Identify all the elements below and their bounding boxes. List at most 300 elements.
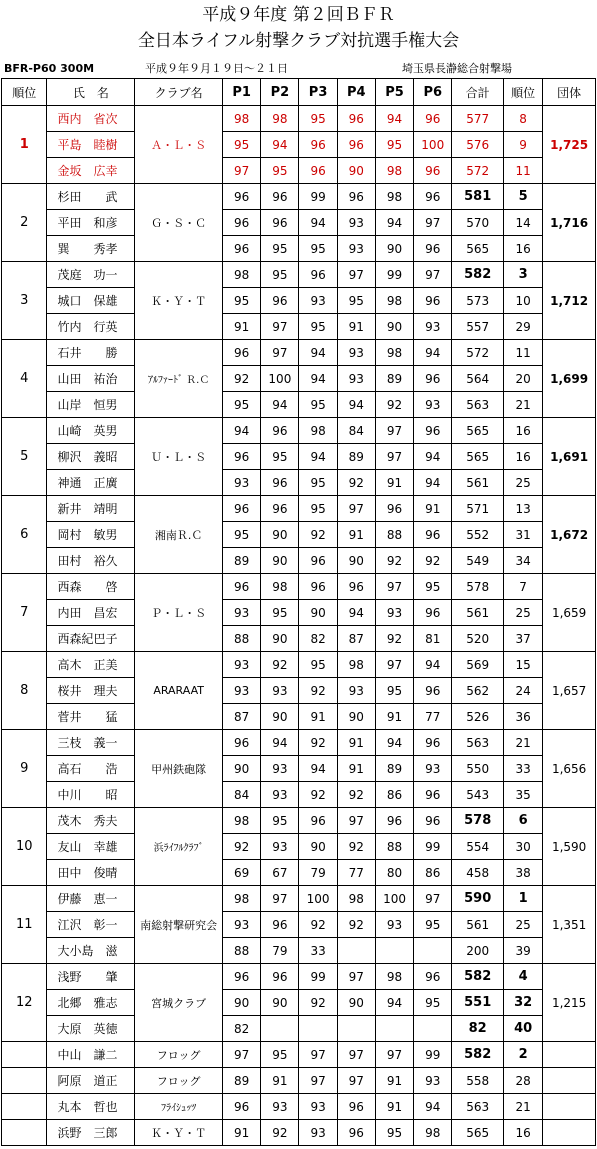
shooter-name-cell: 新井 靖明 — [47, 496, 135, 522]
club-name-cell: Ｇ・Ｓ・Ｃ — [135, 184, 223, 262]
series-score-cell: 94 — [414, 1094, 452, 1120]
series-score-cell: 96 — [223, 964, 261, 990]
team-rank-cell: 11 — [2, 886, 47, 964]
table-row — [2, 912, 596, 938]
shooter-name-cell: 神通 正廣 — [47, 470, 135, 496]
shooter-name-cell: 西内 省次 — [47, 106, 135, 132]
series-score-cell: 93 — [375, 912, 413, 938]
club-name-cell: Ａ・Ｌ・Ｓ — [135, 106, 223, 184]
team-rank-cell: 12 — [2, 964, 47, 1042]
series-score-cell: 89 — [375, 366, 413, 392]
series-score-cell: 100 — [299, 886, 337, 912]
individual-rank-cell: 34 — [504, 548, 543, 574]
series-score-cell: 91 — [414, 496, 452, 522]
individual-rank-cell: 32 — [504, 990, 543, 1016]
series-score-cell: 96 — [337, 184, 375, 210]
total-score-cell: 551 — [452, 990, 504, 1016]
individual-rank-cell: 20 — [504, 366, 543, 392]
total-score-cell: 458 — [452, 860, 504, 886]
table-row — [2, 938, 596, 964]
series-score-cell: 94 — [261, 392, 299, 418]
club-name-cell: ｱﾙﾌｧｰﾄﾞ Ｒ.Ｃ — [135, 340, 223, 418]
total-score-cell: 581 — [452, 184, 504, 210]
series-score-cell: 93 — [414, 756, 452, 782]
series-score-cell: 90 — [223, 990, 261, 1016]
series-score-cell: 94 — [299, 210, 337, 236]
club-name-cell: フロッグ — [135, 1042, 223, 1068]
series-score-cell: 94 — [337, 392, 375, 418]
series-score-cell: 81 — [414, 626, 452, 652]
series-score-cell: 92 — [299, 730, 337, 756]
shooter-name-cell: 西森 啓 — [47, 574, 135, 600]
series-score-cell: 88 — [223, 938, 261, 964]
individual-rank-cell: 28 — [504, 1068, 543, 1094]
series-score-cell: 97 — [299, 1068, 337, 1094]
series-score-cell: 93 — [261, 678, 299, 704]
series-score-cell — [414, 938, 452, 964]
table-row — [2, 106, 596, 132]
series-score-cell: 89 — [223, 1068, 261, 1094]
series-score-cell: 97 — [337, 964, 375, 990]
series-score-cell: 96 — [375, 808, 413, 834]
total-score-cell: 543 — [452, 782, 504, 808]
series-score-cell: 93 — [299, 1120, 337, 1146]
series-score-cell: 93 — [261, 834, 299, 860]
individual-rank-cell: 3 — [504, 262, 543, 288]
table-row — [2, 366, 596, 392]
series-score-cell: 88 — [375, 834, 413, 860]
series-score-cell: 96 — [337, 1120, 375, 1146]
team-rank-cell: 6 — [2, 496, 47, 574]
individual-rank-cell: 15 — [504, 652, 543, 678]
total-score-cell: 565 — [452, 418, 504, 444]
total-score-cell: 590 — [452, 886, 504, 912]
shooter-name-cell: 三枝 義一 — [47, 730, 135, 756]
series-score-cell: 100 — [414, 132, 452, 158]
series-score-cell: 99 — [414, 1042, 452, 1068]
series-score-cell: 96 — [223, 496, 261, 522]
total-score-cell: 552 — [452, 522, 504, 548]
total-score-cell: 572 — [452, 158, 504, 184]
team-rank-cell: 10 — [2, 808, 47, 886]
table-row — [2, 522, 596, 548]
team-total-cell: 1,656 — [543, 730, 596, 808]
team-rank-cell: 8 — [2, 652, 47, 730]
total-score-cell: 558 — [452, 1068, 504, 1094]
individual-rank-cell: 6 — [504, 808, 543, 834]
series-score-cell: 94 — [375, 210, 413, 236]
shooter-name-cell: 大小島 滋 — [47, 938, 135, 964]
series-score-cell: 90 — [375, 236, 413, 262]
series-score-cell: 93 — [261, 756, 299, 782]
table-row — [2, 574, 596, 600]
club-name-cell: Ｕ・Ｌ・Ｓ — [135, 418, 223, 496]
club-name-cell: 宮城クラブ — [135, 964, 223, 1042]
series-score-cell — [337, 1016, 375, 1042]
table-row — [2, 860, 596, 886]
series-score-cell: 92 — [337, 470, 375, 496]
series-score-cell: 98 — [414, 1120, 452, 1146]
series-score-cell: 98 — [223, 808, 261, 834]
total-score-cell: 562 — [452, 678, 504, 704]
table-row — [2, 1016, 596, 1042]
series-score-cell: 93 — [414, 1068, 452, 1094]
team-total-cell: 1,691 — [543, 418, 596, 496]
table-row — [2, 288, 596, 314]
table-row — [2, 496, 596, 522]
individual-rank-cell: 25 — [504, 600, 543, 626]
individual-rank-cell: 11 — [504, 158, 543, 184]
total-score-cell: 578 — [452, 808, 504, 834]
series-score-cell: 95 — [261, 444, 299, 470]
table-row — [2, 262, 596, 288]
series-score-cell: 94 — [261, 132, 299, 158]
total-score-cell: 571 — [452, 496, 504, 522]
series-score-cell: 96 — [261, 184, 299, 210]
series-score-cell: 92 — [299, 522, 337, 548]
series-score-cell: 99 — [375, 262, 413, 288]
team-total-cell — [543, 1120, 596, 1146]
shooter-name-cell: 高木 正美 — [47, 652, 135, 678]
series-score-cell: 91 — [337, 522, 375, 548]
series-score-cell: 99 — [414, 834, 452, 860]
series-score-cell: 94 — [414, 652, 452, 678]
total-score-cell: 549 — [452, 548, 504, 574]
individual-rank-cell: 4 — [504, 964, 543, 990]
series-score-cell: 93 — [261, 1094, 299, 1120]
table-row — [2, 132, 596, 158]
series-score-cell: 94 — [414, 470, 452, 496]
table-row — [2, 782, 596, 808]
series-score-cell: 77 — [414, 704, 452, 730]
series-score-cell: 93 — [261, 782, 299, 808]
series-score-cell: 95 — [299, 470, 337, 496]
total-score-cell: 520 — [452, 626, 504, 652]
series-score-cell: 92 — [261, 1120, 299, 1146]
series-score-cell: 90 — [261, 626, 299, 652]
table-row — [2, 418, 596, 444]
table-row — [2, 236, 596, 262]
series-score-cell: 96 — [414, 288, 452, 314]
series-score-cell — [414, 1016, 452, 1042]
shooter-name-cell: 阿原 道正 — [47, 1068, 135, 1094]
series-score-cell: 96 — [414, 106, 452, 132]
series-score-cell: 93 — [414, 392, 452, 418]
series-score-cell: 91 — [375, 1094, 413, 1120]
shooter-name-cell: 浅野 肇 — [47, 964, 135, 990]
series-score-cell: 96 — [223, 1094, 261, 1120]
individual-rank-cell: 40 — [504, 1016, 543, 1042]
total-score-cell: 561 — [452, 600, 504, 626]
series-score-cell — [337, 938, 375, 964]
series-score-cell: 79 — [299, 860, 337, 886]
individual-rank-cell: 14 — [504, 210, 543, 236]
series-score-cell: 97 — [337, 1042, 375, 1068]
table-row — [2, 704, 596, 730]
shooter-name-cell: 杉田 武 — [47, 184, 135, 210]
individual-rank-cell: 21 — [504, 730, 543, 756]
total-score-cell: 561 — [452, 470, 504, 496]
series-score-cell: 77 — [337, 860, 375, 886]
total-score-cell: 563 — [452, 730, 504, 756]
series-score-cell: 89 — [337, 444, 375, 470]
total-score-cell: 582 — [452, 1042, 504, 1068]
series-score-cell: 93 — [337, 366, 375, 392]
total-score-cell: 573 — [452, 288, 504, 314]
total-score-cell: 565 — [452, 236, 504, 262]
series-score-cell: 96 — [414, 366, 452, 392]
series-score-cell: 96 — [414, 158, 452, 184]
total-score-cell: 565 — [452, 1120, 504, 1146]
team-rank-cell: 9 — [2, 730, 47, 808]
series-score-cell: 95 — [299, 236, 337, 262]
series-score-cell: 93 — [375, 600, 413, 626]
series-score-cell: 92 — [337, 834, 375, 860]
series-score-cell: 98 — [375, 184, 413, 210]
total-score-cell: 582 — [452, 964, 504, 990]
series-score-cell: 96 — [261, 496, 299, 522]
club-name-cell: Ｋ・Ｙ・Ｔ — [135, 1120, 223, 1146]
table-row — [2, 340, 596, 366]
team-rank-cell — [2, 1120, 47, 1146]
individual-rank-cell: 21 — [504, 392, 543, 418]
total-score-cell: 82 — [452, 1016, 504, 1042]
series-score-cell: 95 — [299, 106, 337, 132]
individual-rank-cell: 11 — [504, 340, 543, 366]
shooter-name-cell: 山田 祐治 — [47, 366, 135, 392]
shooter-name-cell: 岡村 敏男 — [47, 522, 135, 548]
series-score-cell: 82 — [299, 626, 337, 652]
team-total-cell: 1,590 — [543, 808, 596, 886]
series-score-cell: 90 — [337, 990, 375, 1016]
series-score-cell: 95 — [375, 678, 413, 704]
date-label: 平成９年９月１９日～２１日 — [145, 62, 288, 75]
shooter-name-cell: 内田 昌宏 — [47, 600, 135, 626]
series-score-cell: 97 — [261, 314, 299, 340]
header-p2: P2 — [261, 79, 299, 106]
series-score-cell: 98 — [375, 158, 413, 184]
series-score-cell: 93 — [337, 236, 375, 262]
series-score-cell: 84 — [223, 782, 261, 808]
series-score-cell: 96 — [414, 730, 452, 756]
series-score-cell: 100 — [375, 886, 413, 912]
series-score-cell: 98 — [223, 262, 261, 288]
series-score-cell: 96 — [414, 184, 452, 210]
total-score-cell: 563 — [452, 1094, 504, 1120]
series-score-cell: 93 — [337, 340, 375, 366]
shooter-name-cell: 江沢 彰一 — [47, 912, 135, 938]
shooter-name-cell: 石井 勝 — [47, 340, 135, 366]
series-score-cell: 96 — [261, 210, 299, 236]
shooter-name-cell: 中川 昭 — [47, 782, 135, 808]
team-total-cell: 1,672 — [543, 496, 596, 574]
series-score-cell: 93 — [223, 912, 261, 938]
total-score-cell: 565 — [452, 444, 504, 470]
header-p3: P3 — [299, 79, 337, 106]
shooter-name-cell: 柳沢 義昭 — [47, 444, 135, 470]
series-score-cell: 95 — [261, 236, 299, 262]
series-score-cell: 92 — [414, 548, 452, 574]
series-score-cell: 92 — [299, 990, 337, 1016]
team-total-cell — [543, 1042, 596, 1068]
series-score-cell: 90 — [261, 704, 299, 730]
series-score-cell: 97 — [414, 210, 452, 236]
table-row — [2, 184, 596, 210]
series-score-cell: 92 — [337, 912, 375, 938]
series-score-cell: 90 — [299, 600, 337, 626]
series-score-cell: 80 — [375, 860, 413, 886]
table-row — [2, 158, 596, 184]
series-score-cell: 91 — [337, 756, 375, 782]
individual-rank-cell: 25 — [504, 470, 543, 496]
series-score-cell: 91 — [337, 314, 375, 340]
individual-rank-cell: 5 — [504, 184, 543, 210]
series-score-cell: 95 — [261, 600, 299, 626]
table-row — [2, 1042, 596, 1068]
shooter-name-cell: 浜野 三郎 — [47, 1120, 135, 1146]
total-score-cell: 550 — [452, 756, 504, 782]
series-score-cell: 90 — [261, 990, 299, 1016]
team-total-cell: 1,699 — [543, 340, 596, 418]
series-score-cell: 97 — [223, 158, 261, 184]
table-row — [2, 886, 596, 912]
total-score-cell: 561 — [452, 912, 504, 938]
results-table — [1, 78, 596, 1146]
individual-rank-cell: 29 — [504, 314, 543, 340]
series-score-cell: 96 — [414, 600, 452, 626]
series-score-cell: 91 — [375, 1068, 413, 1094]
series-score-cell: 96 — [414, 418, 452, 444]
series-score-cell: 92 — [299, 678, 337, 704]
series-score-cell: 90 — [299, 834, 337, 860]
series-score-cell: 94 — [299, 444, 337, 470]
club-name-cell: 浜ﾗｲﾌﾙｸﾗﾌﾞ — [135, 808, 223, 886]
header-p1: P1 — [223, 79, 261, 106]
table-row — [2, 730, 596, 756]
series-score-cell: 93 — [223, 470, 261, 496]
total-score-cell: 582 — [452, 262, 504, 288]
series-score-cell: 99 — [299, 964, 337, 990]
team-total-cell: 1,725 — [543, 106, 596, 184]
header-p6: P6 — [414, 79, 452, 106]
series-score-cell: 96 — [337, 132, 375, 158]
series-score-cell: 97 — [414, 886, 452, 912]
individual-rank-cell: 1 — [504, 886, 543, 912]
series-score-cell: 79 — [261, 938, 299, 964]
series-score-cell: 94 — [375, 106, 413, 132]
table-row — [2, 1120, 596, 1146]
individual-rank-cell: 21 — [504, 1094, 543, 1120]
series-score-cell: 96 — [261, 912, 299, 938]
series-score-cell: 94 — [414, 340, 452, 366]
individual-rank-cell: 16 — [504, 236, 543, 262]
shooter-name-cell: 平島 睦樹 — [47, 132, 135, 158]
series-score-cell: 95 — [299, 314, 337, 340]
series-score-cell: 96 — [375, 496, 413, 522]
series-score-cell: 95 — [261, 1042, 299, 1068]
total-score-cell: 572 — [452, 340, 504, 366]
series-score-cell: 96 — [414, 808, 452, 834]
series-score-cell: 93 — [223, 600, 261, 626]
team-rank-cell — [2, 1094, 47, 1120]
series-score-cell — [261, 1016, 299, 1042]
header-total: 合計 — [452, 79, 504, 106]
team-total-cell: 1,659 — [543, 574, 596, 652]
individual-rank-cell: 37 — [504, 626, 543, 652]
series-score-cell: 98 — [299, 418, 337, 444]
individual-rank-cell: 16 — [504, 1120, 543, 1146]
table-row — [2, 678, 596, 704]
team-rank-cell — [2, 1068, 47, 1094]
series-score-cell: 95 — [299, 392, 337, 418]
series-score-cell: 96 — [261, 288, 299, 314]
event-label: BFR-P60 300M — [4, 62, 95, 75]
series-score-cell: 87 — [223, 704, 261, 730]
table-row — [2, 470, 596, 496]
series-score-cell: 96 — [261, 418, 299, 444]
series-score-cell: 97 — [223, 1042, 261, 1068]
series-score-cell: 96 — [337, 106, 375, 132]
shooter-name-cell: 巽 秀孝 — [47, 236, 135, 262]
series-score-cell: 97 — [375, 574, 413, 600]
individual-rank-cell: 10 — [504, 288, 543, 314]
table-row — [2, 600, 596, 626]
series-score-cell: 96 — [337, 574, 375, 600]
individual-rank-cell: 35 — [504, 782, 543, 808]
series-score-cell: 91 — [337, 730, 375, 756]
individual-rank-cell: 13 — [504, 496, 543, 522]
series-score-cell: 90 — [375, 314, 413, 340]
series-score-cell — [375, 938, 413, 964]
series-score-cell: 92 — [299, 782, 337, 808]
header-name: 氏 名 — [47, 79, 135, 106]
shooter-name-cell: 金坂 広幸 — [47, 158, 135, 184]
total-score-cell: 578 — [452, 574, 504, 600]
total-score-cell: 200 — [452, 938, 504, 964]
individual-rank-cell: 33 — [504, 756, 543, 782]
series-score-cell: 96 — [299, 262, 337, 288]
series-score-cell: 86 — [414, 860, 452, 886]
header-p5: P5 — [375, 79, 413, 106]
series-score-cell: 96 — [299, 132, 337, 158]
team-rank-cell: 7 — [2, 574, 47, 652]
total-score-cell: 570 — [452, 210, 504, 236]
individual-rank-cell: 25 — [504, 912, 543, 938]
table-row — [2, 652, 596, 678]
series-score-cell: 98 — [375, 964, 413, 990]
series-score-cell: 91 — [223, 1120, 261, 1146]
series-score-cell: 94 — [223, 418, 261, 444]
series-score-cell: 97 — [299, 1042, 337, 1068]
series-score-cell: 88 — [375, 522, 413, 548]
table-row — [2, 314, 596, 340]
series-score-cell: 96 — [223, 210, 261, 236]
table-row — [2, 808, 596, 834]
team-rank-cell: 5 — [2, 418, 47, 496]
series-score-cell: 84 — [337, 418, 375, 444]
series-score-cell: 94 — [299, 366, 337, 392]
shooter-name-cell: 竹内 行英 — [47, 314, 135, 340]
series-score-cell: 97 — [261, 340, 299, 366]
shooter-name-cell: 友山 幸雄 — [47, 834, 135, 860]
series-score-cell: 95 — [375, 132, 413, 158]
team-total-cell: 1,215 — [543, 964, 596, 1042]
table-row — [2, 210, 596, 236]
series-score-cell: 93 — [223, 652, 261, 678]
series-score-cell: 94 — [375, 990, 413, 1016]
series-score-cell: 96 — [261, 964, 299, 990]
series-score-cell: 97 — [375, 418, 413, 444]
